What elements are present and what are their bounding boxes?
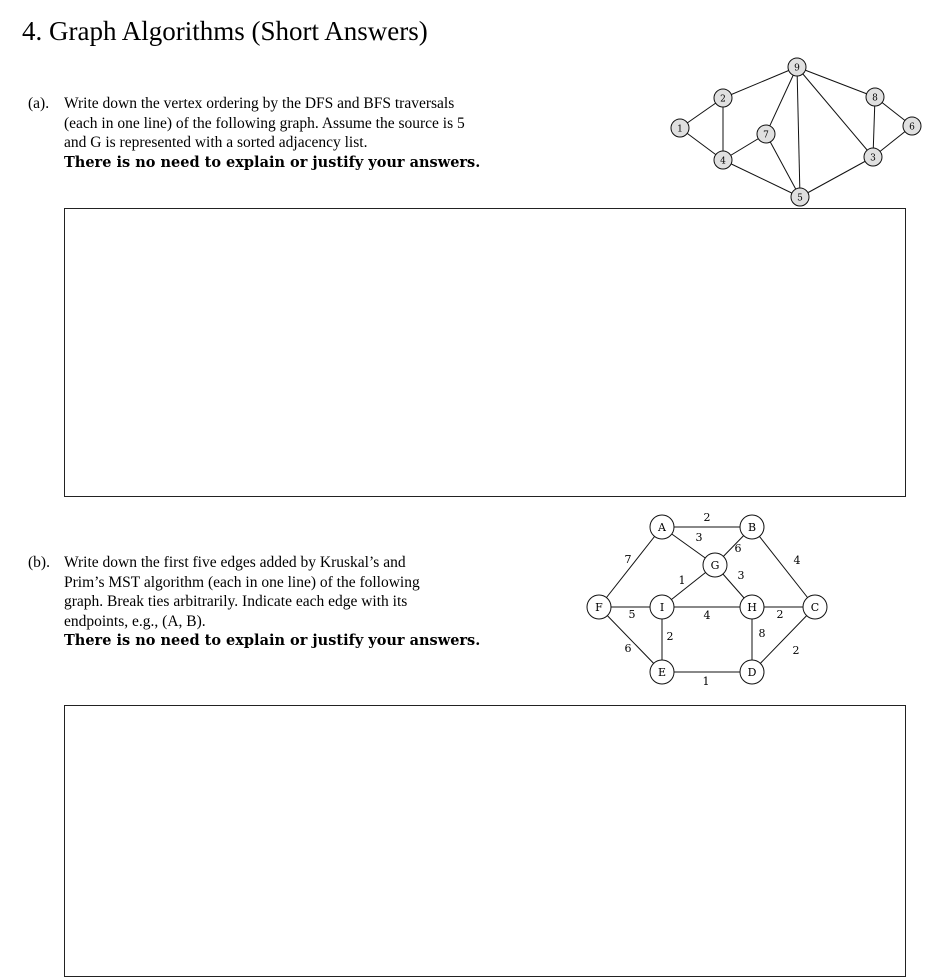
graph-a-edges	[680, 67, 912, 197]
graph-a-vertex-6	[903, 117, 921, 135]
graph-a-vertex-4	[714, 151, 732, 169]
graph-b-vertices	[587, 515, 827, 684]
graph-a-edge-4-5	[723, 160, 800, 197]
question-b-body	[64, 553, 480, 651]
graph-b-weight-F-I: 5	[628, 608, 636, 621]
graph-b-weight-F-E: 6	[624, 642, 632, 655]
graph-a-vertices	[671, 58, 921, 206]
graph-a-vertex-label-9: 9	[794, 63, 800, 74]
graph-b-weight-B-G: 6	[734, 542, 742, 555]
graph-b-vertex-B	[740, 515, 764, 539]
question-b-label: (b).	[28, 554, 50, 571]
question-b-line-4: endpoints, e.g., (A, B).	[64, 612, 206, 630]
graph-b-vertex-label-I: I	[659, 601, 665, 614]
graph-a-edge-2-9	[723, 67, 797, 98]
question-a-line-1: Write down the vertex ordering by the DFS and BFS traversals	[64, 95, 455, 112]
graph-b-vertex-label-D: D	[747, 666, 757, 679]
graph-a-vertex-8	[866, 88, 884, 106]
section-title: 4. Graph Algorithms (Short Answers)	[22, 16, 428, 46]
graph-a-edge-9-8	[797, 67, 875, 97]
graph-b-weight-A-G: 3	[695, 531, 703, 544]
graph-a-vertex-label-1: 1	[677, 124, 683, 135]
graph-b-weight-I-E: 2	[666, 630, 674, 643]
graph-b-vertex-C	[803, 595, 827, 619]
graph-a-edge-3-5	[800, 157, 873, 197]
graph-a-edge-7-9	[766, 67, 797, 134]
graph-b-weight-H-D: 8	[758, 627, 766, 640]
question-a-line-3: and G is represented with a sorted adjacency list.	[64, 134, 368, 151]
graph-a-edge-7-5	[766, 134, 800, 197]
answer-box-a[interactable]	[64, 208, 906, 497]
graph-a-vertex-label-7: 7	[763, 130, 769, 141]
graph-b-weight-D-C: 2	[792, 644, 800, 657]
graph-b-vertex-H	[740, 595, 764, 619]
graph-b-vertex-G	[703, 553, 727, 577]
question-a-label: (a).	[28, 95, 50, 112]
graph-b-weight-B-C: 4	[793, 554, 801, 567]
graph-a-vertex-label-6: 6	[909, 122, 915, 133]
graph-b-vertex-label-E: E	[657, 666, 667, 679]
graph-b-vertex-label-H: H	[747, 601, 757, 614]
graph-b-figure	[575, 505, 845, 695]
graph-a-vertex-label-8: 8	[872, 93, 878, 104]
question-b-line-1: Write down the first five edges added by Kruskal’s and	[64, 554, 406, 571]
answer-box-b[interactable]	[64, 705, 906, 977]
graph-b-vertex-label-A: A	[658, 521, 666, 534]
graph-a-vertex-3	[864, 148, 882, 166]
graph-a-vertex-2	[714, 89, 732, 107]
graph-a-vertex-5	[791, 188, 809, 206]
graph-a-vertex-1	[671, 119, 689, 137]
question-a-emphasis: There is no need to explain or justify your answers.	[64, 153, 481, 171]
graph-b-vertex-A	[650, 515, 674, 539]
graph-a-vertex-label-3: 3	[870, 153, 876, 164]
graph-b-weights	[625, 511, 801, 688]
graph-b-weight-E-D: 1	[702, 675, 710, 688]
graph-b-edge-B-C	[752, 527, 815, 607]
graph-a-vertex-7	[757, 125, 775, 143]
graph-a-vertex-label-5: 5	[797, 193, 803, 204]
graph-a-vertex-label-2: 2	[720, 94, 726, 105]
graph-b-vertex-label-C: C	[810, 601, 820, 614]
question-a-body	[64, 94, 480, 172]
graph-b-weight-G-I: 1	[678, 574, 686, 587]
graph-b-vertex-label-F: F	[595, 601, 603, 614]
graph-a-figure	[660, 52, 930, 212]
graph-b-edge-A-F	[599, 527, 662, 607]
graph-b-weight-G-H: 3	[737, 569, 745, 582]
graph-a-vertex-9	[788, 58, 806, 76]
graph-b-weight-A-B: 2	[703, 511, 711, 524]
graph-b-weight-H-C: 2	[776, 608, 784, 621]
graph-b-vertex-label-B: B	[747, 521, 757, 534]
question-a-line-2: (each in one line) of the following graph. Assume the source is 5	[64, 114, 465, 132]
question-b-emphasis: There is no need to explain or justify your answers.	[64, 632, 481, 649]
graph-b-vertex-F	[587, 595, 611, 619]
graph-b-weight-I-H: 4	[703, 609, 711, 622]
graph-a-edge-9-5	[797, 67, 800, 197]
question-b-line-3: graph. Break ties arbitrarily. Indicate each edge with its	[64, 593, 408, 610]
graph-b-vertex-I	[650, 595, 674, 619]
question-b-line-2: Prim’s MST algorithm (each in one line) of the following	[64, 573, 420, 591]
graph-b-weight-A-F: 7	[624, 553, 632, 566]
graph-a-edge-9-3	[797, 67, 873, 157]
graph-a-vertex-label-4: 4	[720, 156, 726, 167]
graph-b-vertex-E	[650, 660, 674, 684]
graph-b-vertex-D	[740, 660, 764, 684]
graph-b-vertex-label-G: G	[710, 559, 720, 572]
